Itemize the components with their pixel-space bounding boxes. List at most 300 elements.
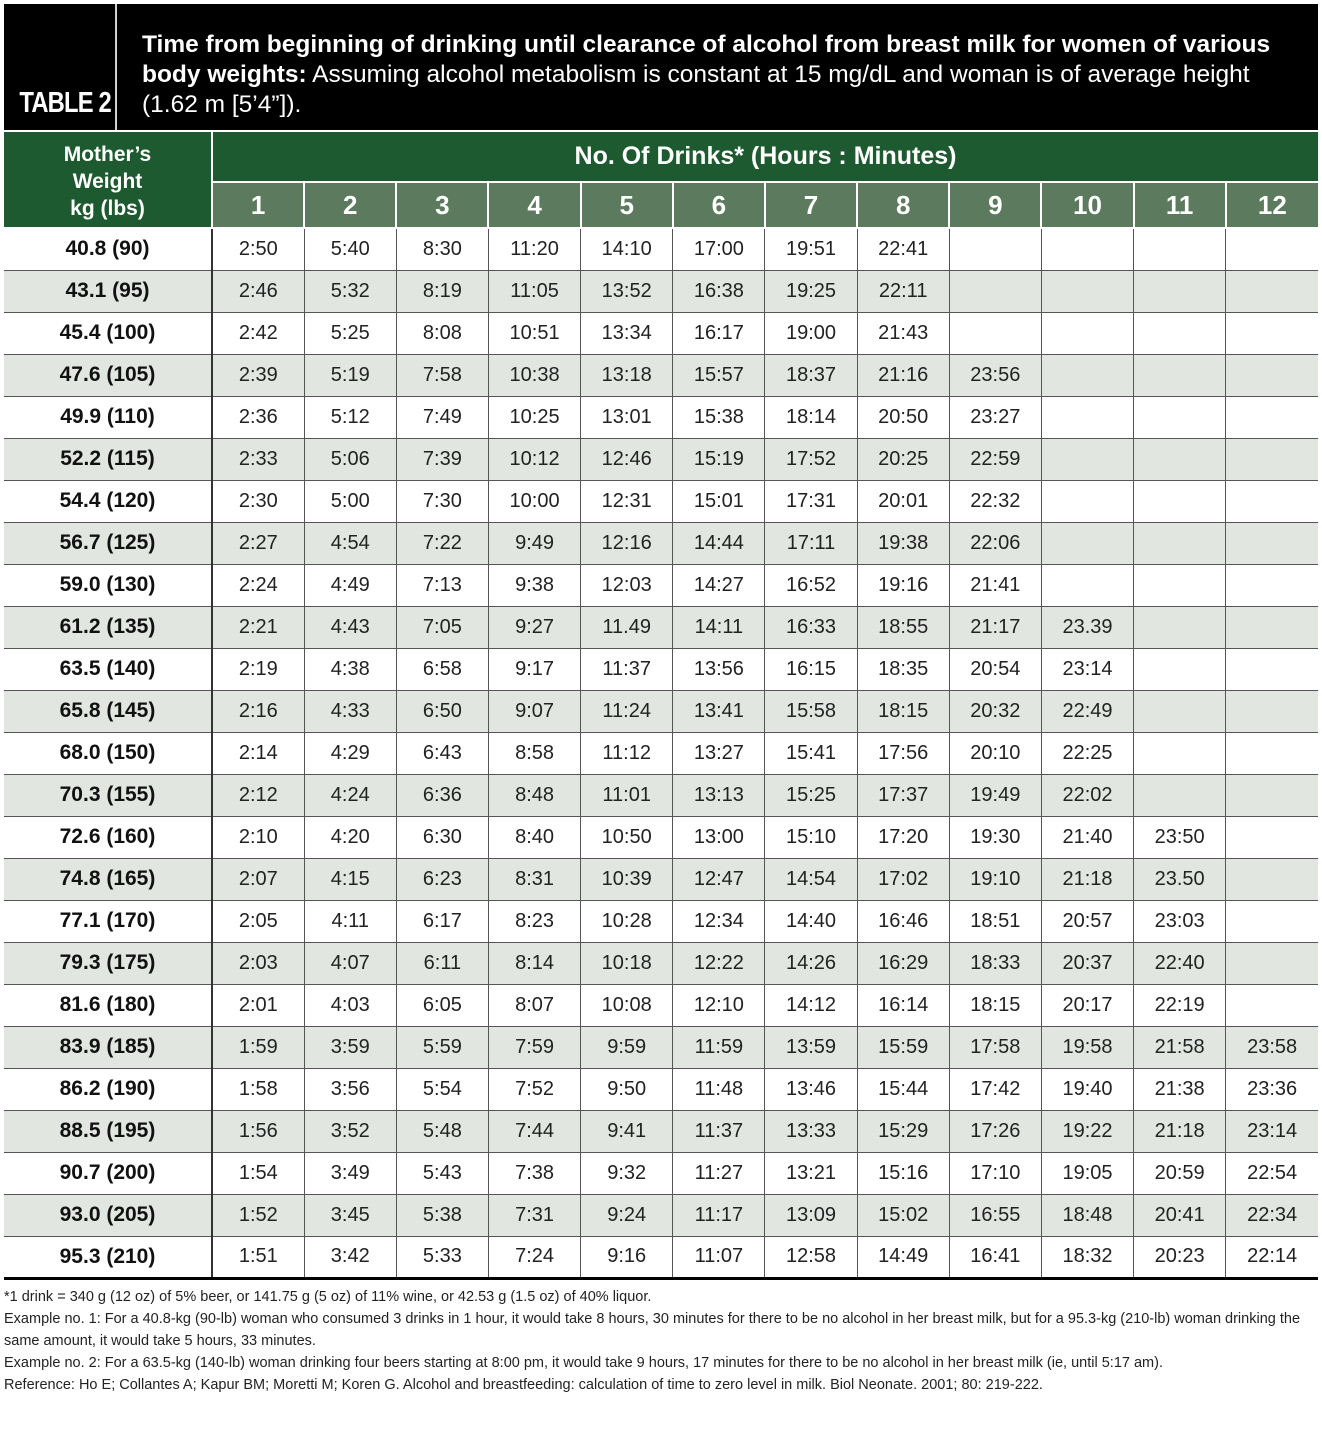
time-cell	[1226, 480, 1318, 522]
time-cell: 2:19	[212, 648, 304, 690]
table-title	[128, 4, 1318, 130]
time-cell: 6:50	[396, 690, 488, 732]
time-cell: 20:01	[857, 480, 949, 522]
weight-cell: 86.2 (190)	[4, 1068, 212, 1110]
time-cell: 13:59	[765, 1026, 857, 1068]
time-cell: 20:41	[1134, 1194, 1226, 1236]
time-cell: 23:50	[1134, 816, 1226, 858]
time-cell	[1041, 480, 1133, 522]
time-cell: 2:01	[212, 984, 304, 1026]
time-cell: 5:12	[304, 396, 396, 438]
table-row	[4, 270, 1318, 312]
weight-cell: 90.7 (200)	[4, 1152, 212, 1194]
time-cell: 12:46	[581, 438, 673, 480]
time-cell: 20:32	[949, 690, 1041, 732]
time-cell: 5:54	[396, 1068, 488, 1110]
time-cell: 8:31	[488, 858, 580, 900]
weight-cell: 70.3 (155)	[4, 774, 212, 816]
weight-header-line1: Mother’s	[63, 143, 152, 166]
clearance-table	[4, 132, 1318, 1280]
time-cell: 12:34	[673, 900, 765, 942]
time-cell: 19:22	[1041, 1110, 1133, 1152]
time-cell: 2:39	[212, 354, 304, 396]
time-cell: 4:11	[304, 900, 396, 942]
time-cell: 21:17	[949, 606, 1041, 648]
time-cell: 19:58	[1041, 1026, 1133, 1068]
table-row	[4, 942, 1318, 984]
time-cell: 23:27	[949, 396, 1041, 438]
time-cell: 15:41	[765, 732, 857, 774]
time-cell: 23:14	[1041, 648, 1133, 690]
time-cell: 10:25	[488, 396, 580, 438]
drink-count-header: 2	[304, 182, 396, 228]
time-cell: 9:50	[581, 1068, 673, 1110]
time-cell: 6:11	[396, 942, 488, 984]
table-row	[4, 900, 1318, 942]
time-cell: 21:40	[1041, 816, 1133, 858]
table-row	[4, 606, 1318, 648]
time-cell: 18:55	[857, 606, 949, 648]
time-cell: 15:59	[857, 1026, 949, 1068]
time-cell: 5:25	[304, 312, 396, 354]
drink-count-header: 3	[396, 182, 488, 228]
time-cell: 2:03	[212, 942, 304, 984]
time-cell: 3:49	[304, 1152, 396, 1194]
time-cell: 5:59	[396, 1026, 488, 1068]
time-cell: 12:03	[581, 564, 673, 606]
time-cell: 2:10	[212, 816, 304, 858]
time-cell: 20:25	[857, 438, 949, 480]
time-cell	[1041, 270, 1133, 312]
time-cell: 17:02	[857, 858, 949, 900]
time-cell: 7:44	[488, 1110, 580, 1152]
weight-cell: 93.0 (205)	[4, 1194, 212, 1236]
time-cell: 13:56	[673, 648, 765, 690]
table-row	[4, 564, 1318, 606]
drink-count-header: 9	[949, 182, 1041, 228]
time-cell: 2:07	[212, 858, 304, 900]
table-row	[4, 228, 1318, 270]
time-cell: 2:46	[212, 270, 304, 312]
time-cell: 22:34	[1226, 1194, 1318, 1236]
time-cell: 2:14	[212, 732, 304, 774]
time-cell	[1134, 774, 1226, 816]
time-cell: 19:10	[949, 858, 1041, 900]
table-row	[4, 1068, 1318, 1110]
time-cell: 17:11	[765, 522, 857, 564]
time-cell: 19:38	[857, 522, 949, 564]
time-cell: 21:18	[1134, 1110, 1226, 1152]
time-cell: 15:25	[765, 774, 857, 816]
time-cell: 1:51	[212, 1236, 304, 1278]
time-cell: 11:37	[673, 1110, 765, 1152]
weight-cell: 74.8 (165)	[4, 858, 212, 900]
time-cell: 14:26	[765, 942, 857, 984]
time-cell: 9:07	[488, 690, 580, 732]
time-cell: 6:58	[396, 648, 488, 690]
time-cell: 2:05	[212, 900, 304, 942]
time-cell: 10:38	[488, 354, 580, 396]
time-cell: 14:10	[581, 228, 673, 270]
time-cell: 17:20	[857, 816, 949, 858]
weight-cell: 83.9 (185)	[4, 1026, 212, 1068]
table-row	[4, 690, 1318, 732]
weight-cell: 79.3 (175)	[4, 942, 212, 984]
weight-cell: 77.1 (170)	[4, 900, 212, 942]
time-cell	[1226, 438, 1318, 480]
time-cell: 13:01	[581, 396, 673, 438]
time-cell: 11:07	[673, 1236, 765, 1278]
time-cell	[1041, 312, 1133, 354]
time-cell: 20:57	[1041, 900, 1133, 942]
time-cell	[1226, 270, 1318, 312]
time-cell: 16:14	[857, 984, 949, 1026]
drink-count-header: 11	[1134, 182, 1226, 228]
time-cell	[1134, 396, 1226, 438]
time-cell: 10:39	[581, 858, 673, 900]
time-cell: 21:41	[949, 564, 1041, 606]
time-cell	[1134, 312, 1226, 354]
time-cell	[1226, 942, 1318, 984]
time-cell: 4:20	[304, 816, 396, 858]
time-cell: 18:32	[1041, 1236, 1133, 1278]
time-cell: 18:15	[949, 984, 1041, 1026]
time-cell: 18:15	[857, 690, 949, 732]
time-cell	[1226, 396, 1318, 438]
time-cell: 12:47	[673, 858, 765, 900]
time-cell: 20:54	[949, 648, 1041, 690]
time-cell: 20:23	[1134, 1236, 1226, 1278]
weight-cell: 65.8 (145)	[4, 690, 212, 732]
time-cell	[1041, 228, 1133, 270]
time-cell: 7:30	[396, 480, 488, 522]
time-cell: 16:41	[949, 1236, 1041, 1278]
time-cell: 2:50	[212, 228, 304, 270]
time-cell: 13:52	[581, 270, 673, 312]
time-cell	[1226, 690, 1318, 732]
time-cell: 14:40	[765, 900, 857, 942]
time-cell: 1:52	[212, 1194, 304, 1236]
time-cell	[1226, 732, 1318, 774]
time-cell: 8:30	[396, 228, 488, 270]
footnote: Example no. 1: For a 40.8-kg (90-lb) woman who consumed 3 drinks in 1 hour, it would take 8 hours, 30 minutes for there to be no alcohol in her breast milk, but for a 95.3-kg (210-lb) woman drinking the same amount, it would take 5 hours, 33 minutes.	[4, 1311, 1301, 1349]
drink-count-header: 4	[488, 182, 580, 228]
weight-cell: 63.5 (140)	[4, 648, 212, 690]
time-cell: 20:17	[1041, 984, 1133, 1026]
time-cell	[1134, 354, 1226, 396]
weight-cell: 49.9 (110)	[4, 396, 212, 438]
table-row	[4, 732, 1318, 774]
time-cell: 8:14	[488, 942, 580, 984]
time-cell: 6:23	[396, 858, 488, 900]
drink-count-header: 12	[1226, 182, 1318, 228]
time-cell	[1226, 900, 1318, 942]
time-cell	[1041, 438, 1133, 480]
table-row	[4, 396, 1318, 438]
drink-count-header: 1	[212, 182, 304, 228]
time-cell	[949, 270, 1041, 312]
time-cell: 10:28	[581, 900, 673, 942]
time-cell: 1:54	[212, 1152, 304, 1194]
time-cell: 10:12	[488, 438, 580, 480]
time-cell: 6:30	[396, 816, 488, 858]
time-cell: 9:27	[488, 606, 580, 648]
time-cell: 3:42	[304, 1236, 396, 1278]
time-cell: 7:13	[396, 564, 488, 606]
time-cell: 22:06	[949, 522, 1041, 564]
table-label: TABLE 2	[15, 4, 117, 130]
time-cell: 6:17	[396, 900, 488, 942]
time-cell: 23.50	[1134, 858, 1226, 900]
time-cell: 4:49	[304, 564, 396, 606]
time-cell: 10:50	[581, 816, 673, 858]
time-cell: 23:58	[1226, 1026, 1318, 1068]
time-cell: 17:52	[765, 438, 857, 480]
time-cell	[1226, 858, 1318, 900]
time-cell: 22:41	[857, 228, 949, 270]
time-cell	[1134, 438, 1226, 480]
time-cell: 9:17	[488, 648, 580, 690]
time-cell: 4:07	[304, 942, 396, 984]
table-row	[4, 1110, 1318, 1152]
time-cell: 7:52	[488, 1068, 580, 1110]
time-cell: 18:35	[857, 648, 949, 690]
weight-cell: 59.0 (130)	[4, 564, 212, 606]
time-cell: 14:11	[673, 606, 765, 648]
time-cell: 3:52	[304, 1110, 396, 1152]
table-row	[4, 816, 1318, 858]
time-cell: 5:40	[304, 228, 396, 270]
time-cell: 8:58	[488, 732, 580, 774]
weight-cell: 45.4 (100)	[4, 312, 212, 354]
time-cell: 19:05	[1041, 1152, 1133, 1194]
time-cell: 15:44	[857, 1068, 949, 1110]
time-cell: 4:54	[304, 522, 396, 564]
table-row	[4, 480, 1318, 522]
time-cell: 15:16	[857, 1152, 949, 1194]
time-cell: 11.49	[581, 606, 673, 648]
time-cell: 2:12	[212, 774, 304, 816]
time-cell: 7:59	[488, 1026, 580, 1068]
time-cell: 13:27	[673, 732, 765, 774]
time-cell: 11:05	[488, 270, 580, 312]
time-cell: 19:25	[765, 270, 857, 312]
time-cell	[1134, 480, 1226, 522]
time-cell: 8:48	[488, 774, 580, 816]
time-cell: 16:55	[949, 1194, 1041, 1236]
weight-column-header	[4, 132, 212, 228]
time-cell: 23:56	[949, 354, 1041, 396]
time-cell: 9:41	[581, 1110, 673, 1152]
table-row	[4, 1194, 1318, 1236]
table-row	[4, 312, 1318, 354]
time-cell: 23:14	[1226, 1110, 1318, 1152]
time-cell: 21:43	[857, 312, 949, 354]
weight-cell: 52.2 (115)	[4, 438, 212, 480]
time-cell: 6:43	[396, 732, 488, 774]
time-cell: 9:32	[581, 1152, 673, 1194]
table-row	[4, 858, 1318, 900]
weight-cell: 56.7 (125)	[4, 522, 212, 564]
time-cell: 14:49	[857, 1236, 949, 1278]
drink-count-header: 7	[765, 182, 857, 228]
weight-cell: 40.8 (90)	[4, 228, 212, 270]
time-cell: 11:17	[673, 1194, 765, 1236]
time-cell	[1134, 564, 1226, 606]
time-cell: 22:19	[1134, 984, 1226, 1026]
time-cell: 22:32	[949, 480, 1041, 522]
time-cell	[1134, 690, 1226, 732]
time-cell: 1:59	[212, 1026, 304, 1068]
table-title-bold: Time from beginning of drinking until clearance of alcohol from breast milk for women of various body weights:	[142, 31, 1271, 88]
time-cell: 5:43	[396, 1152, 488, 1194]
table-body	[4, 228, 1318, 1278]
time-cell: 13:46	[765, 1068, 857, 1110]
table-row	[4, 648, 1318, 690]
time-cell: 21:58	[1134, 1026, 1226, 1068]
time-cell: 9:38	[488, 564, 580, 606]
time-cell: 11:37	[581, 648, 673, 690]
table-row	[4, 438, 1318, 480]
time-cell: 15:19	[673, 438, 765, 480]
time-cell: 22:59	[949, 438, 1041, 480]
time-cell: 22:14	[1226, 1236, 1318, 1278]
time-cell: 18:48	[1041, 1194, 1133, 1236]
time-cell	[949, 312, 1041, 354]
drink-count-header: 6	[673, 182, 765, 228]
time-cell	[949, 228, 1041, 270]
time-cell: 18:51	[949, 900, 1041, 942]
time-cell: 17:31	[765, 480, 857, 522]
time-cell: 7:39	[396, 438, 488, 480]
time-cell: 4:33	[304, 690, 396, 732]
time-cell: 12:16	[581, 522, 673, 564]
time-cell	[1226, 564, 1318, 606]
time-cell	[1041, 354, 1133, 396]
time-cell: 23:36	[1226, 1068, 1318, 1110]
time-cell: 17:00	[673, 228, 765, 270]
table-row	[4, 354, 1318, 396]
time-cell: 20:59	[1134, 1152, 1226, 1194]
time-cell: 22:25	[1041, 732, 1133, 774]
time-cell	[1041, 564, 1133, 606]
table-row	[4, 774, 1318, 816]
time-cell: 16:33	[765, 606, 857, 648]
time-cell: 13:21	[765, 1152, 857, 1194]
time-cell: 21:38	[1134, 1068, 1226, 1110]
time-cell: 4:38	[304, 648, 396, 690]
footnote: *1 drink = 340 g (12 oz) of 5% beer, or 141.75 g (5 oz) of 11% wine, or 42.53 g (1.5 oz) of 40% liquor.	[4, 1289, 652, 1305]
time-cell: 2:42	[212, 312, 304, 354]
time-cell: 12:22	[673, 942, 765, 984]
time-cell: 5:48	[396, 1110, 488, 1152]
time-cell: 1:56	[212, 1110, 304, 1152]
time-cell: 13:18	[581, 354, 673, 396]
time-cell	[1134, 522, 1226, 564]
time-cell: 7:24	[488, 1236, 580, 1278]
time-cell: 18:14	[765, 396, 857, 438]
time-cell: 2:24	[212, 564, 304, 606]
time-cell: 4:03	[304, 984, 396, 1026]
time-cell: 10:51	[488, 312, 580, 354]
drink-count-header: 8	[857, 182, 949, 228]
time-cell: 19:51	[765, 228, 857, 270]
time-cell: 5:32	[304, 270, 396, 312]
time-cell: 15:29	[857, 1110, 949, 1152]
time-cell: 8:08	[396, 312, 488, 354]
title-bar	[4, 4, 1318, 130]
table-row	[4, 1152, 1318, 1194]
time-cell: 15:57	[673, 354, 765, 396]
time-cell: 17:26	[949, 1110, 1041, 1152]
time-cell: 2:30	[212, 480, 304, 522]
time-cell: 9:59	[581, 1026, 673, 1068]
time-cell: 1:58	[212, 1068, 304, 1110]
time-cell: 12:31	[581, 480, 673, 522]
footnote: Reference: Ho E; Collantes A; Kapur BM; Moretti M; Koren G. Alcohol and breastfeeding: calculation of time to zero level in milk. Biol Neonate. 2001; 80: 219-222.	[4, 1377, 1043, 1393]
time-cell: 2:36	[212, 396, 304, 438]
footnotes	[4, 1286, 1318, 1396]
time-cell	[1134, 606, 1226, 648]
time-cell	[1134, 228, 1226, 270]
weight-cell: 61.2 (135)	[4, 606, 212, 648]
time-cell: 9:16	[581, 1236, 673, 1278]
time-cell: 17:42	[949, 1068, 1041, 1110]
weight-cell: 54.4 (120)	[4, 480, 212, 522]
time-cell	[1134, 732, 1226, 774]
weight-cell: 81.6 (180)	[4, 984, 212, 1026]
time-cell: 11:20	[488, 228, 580, 270]
time-cell: 14:44	[673, 522, 765, 564]
time-cell: 18:33	[949, 942, 1041, 984]
time-cell: 19:40	[1041, 1068, 1133, 1110]
time-cell: 19:00	[765, 312, 857, 354]
time-cell: 23.39	[1041, 606, 1133, 648]
time-cell	[1134, 270, 1226, 312]
time-cell: 2:27	[212, 522, 304, 564]
drink-count-header: 5	[581, 182, 673, 228]
time-cell: 8:40	[488, 816, 580, 858]
time-cell: 14:27	[673, 564, 765, 606]
time-cell: 7:58	[396, 354, 488, 396]
weight-cell: 72.6 (160)	[4, 816, 212, 858]
time-cell: 23:03	[1134, 900, 1226, 942]
time-cell: 20:10	[949, 732, 1041, 774]
time-cell: 17:10	[949, 1152, 1041, 1194]
time-cell	[1226, 228, 1318, 270]
time-cell: 3:56	[304, 1068, 396, 1110]
weight-header-line2: Weight	[72, 170, 143, 193]
time-cell: 10:00	[488, 480, 580, 522]
table-row	[4, 1026, 1318, 1068]
time-cell: 4:15	[304, 858, 396, 900]
time-cell: 5:06	[304, 438, 396, 480]
time-cell: 7:22	[396, 522, 488, 564]
time-cell: 15:10	[765, 816, 857, 858]
time-cell: 17:37	[857, 774, 949, 816]
time-cell: 21:18	[1041, 858, 1133, 900]
weight-cell: 95.3 (210)	[4, 1236, 212, 1278]
time-cell	[1226, 984, 1318, 1026]
time-cell: 7:31	[488, 1194, 580, 1236]
time-cell: 7:49	[396, 396, 488, 438]
time-cell: 5:19	[304, 354, 396, 396]
time-cell	[1226, 522, 1318, 564]
weight-cell: 43.1 (95)	[4, 270, 212, 312]
time-cell: 16:15	[765, 648, 857, 690]
time-cell: 4:24	[304, 774, 396, 816]
table-row	[4, 1236, 1318, 1278]
